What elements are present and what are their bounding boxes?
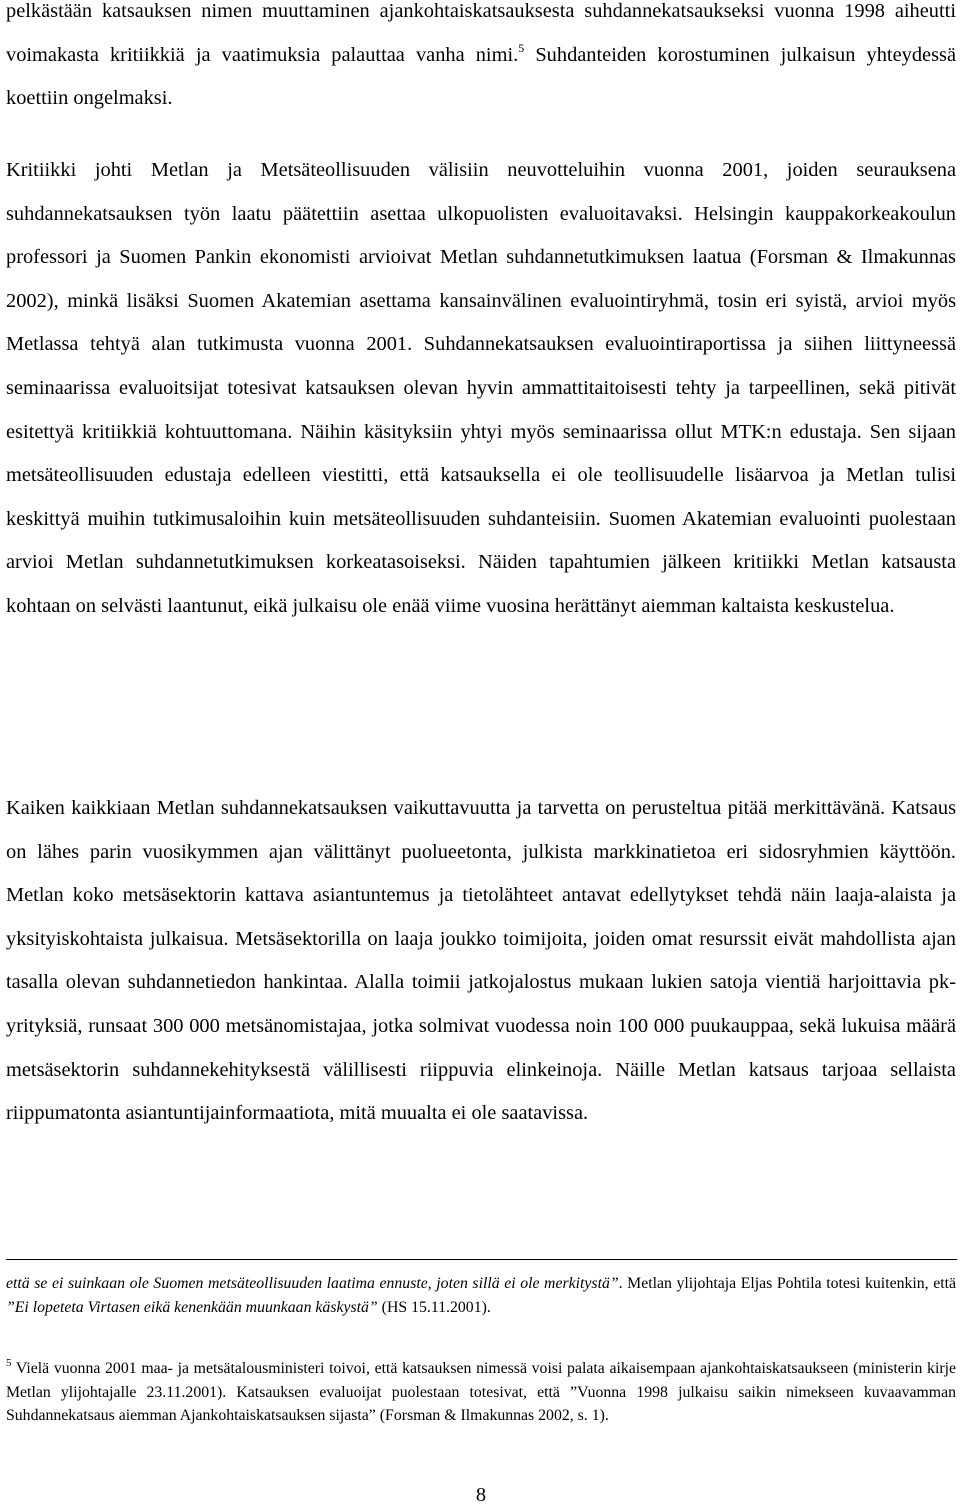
body-paragraph-1 xyxy=(6,0,956,121)
body-paragraph-3: Kaiken kaikkiaan Metlan suhdannekatsauksen vaikuttavuutta ja tarvetta on perusteltua pitää merkittävänä. Katsaus on lähes parin vuosikymmen ajan välittänyt puolueetonta, julkista markkinatietoa eri sidosryhmien käyttöön. Metlan koko metsäsektorin kattava asiantuntemus ja tietolähteet antavat edellytykset tehdä näin laaja-alaista ja yksityiskohtaista julkaisua. Metsäsektorilla on laaja joukko toimijoita, joiden omat resurssit eivät mahdollista ajan tasalla olevan suhdannetiedon hankintaa. Alalla toimii jatkojalostus mukaan lukien satoja vientiä harjoittavia pk-yrityksiä, runsaat 300 000 metsänomistajaa, jotka solmivat vuodessa noin 100 000 puukauppaa, sekä lukuisa määrä metsäsektorin suhdannekehityksestä välillisesti riippuvia elinkeinoja. Näille Metlan katsaus tarjoaa sellaista riippumatonta asiantuntijainformaatiota, mitä muualta ei ole saatavissa. xyxy=(6,797,956,1125)
footnote-ref-5[interactable]: 5 xyxy=(518,40,525,55)
footnote-5 xyxy=(6,1357,956,1428)
footnote-text-1: . Metlan ylijohtaja Eljas Pohtila totesi kuitenkin, että xyxy=(618,1275,956,1292)
footnote-5-number: 5 xyxy=(6,1357,12,1369)
body-paragraph-2: Kritiikki johti Metlan ja Metsäteollisuuden välisiin neuvotteluihin vuonna 2001, joiden seurauksena suhdannekatsauksen työn laatu päätettiin asettaa ulkopuolisten evaluoitavaksi. Helsingin kauppakorkeakoulun professori ja Suomen Pankin ekonomisti arvioivat Metlan suhdannetutkimuksen laatua (Forsman & Ilmakunnas 2002), minkä lisäksi Suomen Akatemian asettama kansainvälinen evaluointiryhmä, tosin eri syistä, arvioi myös Metlassa tehtyä alan tutkimusta vuonna 2001. Suhdannekatsauksen evaluointiraportissa ja siihen liittyneessä seminaarissa evaluoitsijat totesivat katsauksen olevan hyvin ammattitaitoisesti tehty ja tarpeellinen, sekä pitivät esitettyä kritiikkiä kohtuuttomana. Näihin käsityksiin yhtyi myös seminaarissa ollut MTK:n edustaja. Sen sijaan metsäteollisuuden edustaja edelleen viestitti, että katsauksella ei ole teollisuudelle lisäarvoa ja Metlan tulisi keskittyä muihin tutkimusaloihin kuin metsäteollisuuden suhdanteisiin. Suomen Akatemian evaluointi puolestaan arvioi Metlan suhdannetutkimuksen korkeatasoiseksi. Näiden tapahtumien jälkeen kritiikki Metlan katsausta kohtaan on selvästi laantunut, eikä julkaisu ole enää viime vuosina herättänyt aiemman kaltaista keskustelua. xyxy=(6,159,956,617)
paragraph-1-tail: Suhdanteiden korostuminen julkaisun yhteydessä koettiin ongelmaksi. xyxy=(6,43,956,110)
paragraph-1-text: pelkästään katsauksen nimen muuttaminen ajankohtaiskatsauksesta suhdannekatsaukseksi vuonna 1998 aiheutti voimakasta kritiikkiä ja vaatimuksia palauttaa vanha nimi. xyxy=(6,0,956,66)
footnote-text-2: (HS 15.11.2001). xyxy=(377,1298,491,1316)
page-number: 8 xyxy=(475,1484,487,1506)
footnote-5-text: Vielä vuonna 2001 maa- ja metsätalousministeri toivoi, että katsauksen nimessä voisi palata aikaisempaan ajankohtaiskatsaukseen (ministerin kirje Metlan ylijohtajalle 23.11.2001). Katsauksen evaluoijat puolestaan totesivat, että ”Vuonna 1998 julkaisu saikin nimekseen kuvaavamman Suhdannekatsaus aiemman Ajankohtaiskatsauksen sijasta” (Forsman & Ilmakunnas 2002, s. 1). xyxy=(6,1360,956,1424)
footnote-quote-1: että se ei suinkaan ole Suomen metsäteollisuuden laatima ennuste, joten sillä ei ole merkitystä” xyxy=(6,1275,619,1292)
footnote-separator xyxy=(6,1259,957,1260)
footnote-quote-2: ”Ei lopeteta Virtasen eikä kenenkään muunkaan käskystä” xyxy=(6,1298,378,1316)
footnote-continued xyxy=(6,1272,956,1319)
